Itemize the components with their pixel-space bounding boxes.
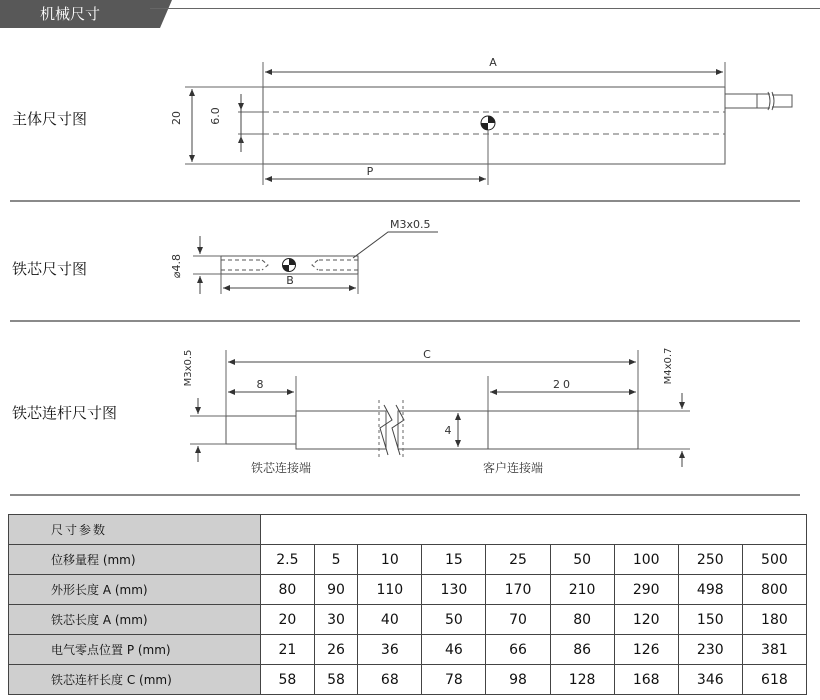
dim-a-label: A xyxy=(489,56,497,69)
label-rod: 铁芯连杆尺寸图 xyxy=(12,404,118,422)
table-cell: 130 xyxy=(422,575,486,605)
parameter-table xyxy=(8,514,807,695)
table-cell: 210 xyxy=(550,575,614,605)
dim-20-label: 20 xyxy=(170,111,183,125)
table-cell: 68 xyxy=(358,665,422,695)
row-label: 外形长度 A (mm) xyxy=(9,575,261,605)
thread-label: M3x0.5 xyxy=(390,218,431,231)
dim-p-label: P xyxy=(366,165,374,178)
row-label: 位移量程 (mm) xyxy=(9,545,261,575)
table-cell: 80 xyxy=(550,605,614,635)
table-cell: 26 xyxy=(314,635,358,665)
end-core-label: 铁芯连接端 xyxy=(250,461,312,475)
center-target-icon xyxy=(481,116,495,130)
label-core: 铁芯尺寸图 xyxy=(12,260,88,278)
core-center-target-icon xyxy=(283,259,296,272)
table-cell: 230 xyxy=(678,635,742,665)
table-row xyxy=(9,665,807,695)
table-cell: 15 xyxy=(422,545,486,575)
table-cell: 30 xyxy=(314,605,358,635)
main-body-drawing xyxy=(170,56,792,185)
table-cell: 50 xyxy=(550,545,614,575)
table-cell: 70 xyxy=(486,605,550,635)
table-cell: 20 xyxy=(261,605,315,635)
dim-c-label: C xyxy=(423,348,431,361)
table-row xyxy=(9,605,807,635)
label-main-body: 主体尺寸图 xyxy=(12,110,88,128)
dim-dia-label: ⌀4.8 xyxy=(170,253,183,279)
row-label: 铁芯连杆长度 C (mm) xyxy=(9,665,261,695)
table-cell: 618 xyxy=(742,665,806,695)
dim-b-label: B xyxy=(286,274,294,287)
table-cell: 25 xyxy=(486,545,550,575)
table-cell: 2.5 xyxy=(261,545,315,575)
table-cell: 250 xyxy=(678,545,742,575)
table-header-row xyxy=(9,515,807,545)
table-cell: 58 xyxy=(314,665,358,695)
table-cell: 180 xyxy=(742,605,806,635)
dim-4-label: 4 xyxy=(444,424,452,437)
dim-6-label: 6.0 xyxy=(209,107,222,125)
table-cell: 346 xyxy=(678,665,742,695)
table-cell: 78 xyxy=(422,665,486,695)
row-label: 电气零点位置 P (mm) xyxy=(9,635,261,665)
thread-right-label: M4x0.7 xyxy=(663,347,674,385)
table-cell: 498 xyxy=(678,575,742,605)
table-cell: 150 xyxy=(678,605,742,635)
row-label: 铁芯长度 A (mm) xyxy=(9,605,261,635)
thread-left-label: M3x0.5 xyxy=(183,349,194,387)
table-row xyxy=(9,545,807,575)
table-cell: 800 xyxy=(742,575,806,605)
table-cell: 80 xyxy=(261,575,315,605)
cable-icon xyxy=(725,92,792,110)
table-header-label: 尺寸参数 xyxy=(9,515,261,545)
table-cell: 98 xyxy=(486,665,550,695)
table-cell: 10 xyxy=(358,545,422,575)
table-cell: 126 xyxy=(614,635,678,665)
table-cell: 110 xyxy=(358,575,422,605)
table-cell: 66 xyxy=(486,635,550,665)
table-cell: 21 xyxy=(261,635,315,665)
table-cell: 100 xyxy=(614,545,678,575)
table-cell: 381 xyxy=(742,635,806,665)
table-cell: 5 xyxy=(314,545,358,575)
table-cell: 36 xyxy=(358,635,422,665)
dim-8-label: 8 xyxy=(256,378,264,391)
table-cell: 46 xyxy=(422,635,486,665)
table-cell: 40 xyxy=(358,605,422,635)
table-cell: 168 xyxy=(614,665,678,695)
table-cell: 90 xyxy=(314,575,358,605)
table-cell: 120 xyxy=(614,605,678,635)
core-drawing xyxy=(170,218,438,294)
dim-20-rod-label: 20 xyxy=(553,378,573,391)
table-header-blank xyxy=(261,515,807,545)
table-row xyxy=(9,575,807,605)
table-row xyxy=(9,635,807,665)
table-cell: 500 xyxy=(742,545,806,575)
end-client-label: 客户连接端 xyxy=(482,461,544,475)
rod-drawing xyxy=(183,348,690,475)
table-cell: 86 xyxy=(550,635,614,665)
section-header-title: 机械尺寸 xyxy=(40,5,101,23)
table-cell: 50 xyxy=(422,605,486,635)
table-cell: 290 xyxy=(614,575,678,605)
table-cell: 128 xyxy=(550,665,614,695)
table-cell: 170 xyxy=(486,575,550,605)
table-cell: 58 xyxy=(261,665,315,695)
